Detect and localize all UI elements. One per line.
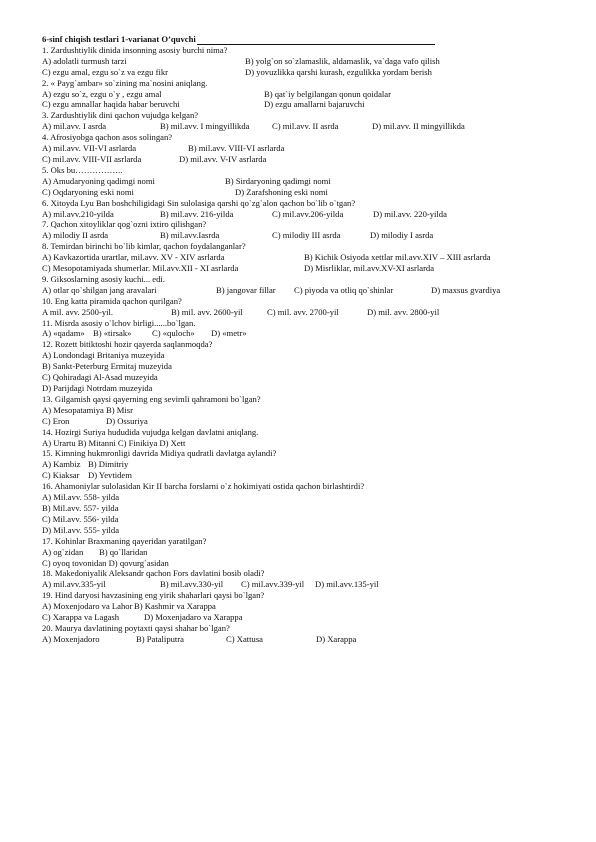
answer-option: B) Kashmir va Xarappa [134, 601, 216, 612]
answer-option: C) «quloch» [152, 328, 195, 339]
text-line [42, 623, 572, 634]
answer-option: C) piyoda va otliq qo`shinlar [294, 284, 394, 295]
document-title: 6-sinf chiqish testlari 1-varianat O’quvchi [42, 34, 196, 44]
answer-option: C) mil.avv. VIII-VII asrlarda [42, 153, 142, 164]
text-line [42, 470, 572, 481]
text-line [42, 176, 572, 187]
answer-option: B) mil. avv. 2600-yil [171, 306, 243, 317]
text-line [42, 296, 572, 307]
text-line [42, 198, 572, 209]
text-line [42, 612, 572, 623]
answer-option: D) milodiy I asrda [370, 230, 434, 241]
answer-option: D) mil.avv. II mingyillikda [372, 121, 465, 132]
answer-option: A) ezgu so`z, ezgu o`y , ezgu amal [42, 88, 162, 99]
line-text: 9. Giksoslarning asosiy kuchi... edi. [42, 273, 165, 284]
line-text: 3. Zardushtiylik dini qachon vujudga kelgan? [42, 110, 199, 121]
answer-option: D) yovuzlikka qarshi kurash, ezgulikka yordam berish [245, 66, 432, 77]
answer-option: A) mil.avv. VII-VI asrlarda [42, 143, 137, 154]
text-line [42, 503, 572, 514]
line-text: 2. « Payg`ambar» so`zining ma`nosini aniqlang. [42, 77, 208, 88]
text-line [42, 252, 572, 263]
text-line [42, 558, 572, 569]
line-text: 18. Makedoniyalik Aleksandr qachon Fors davlatini bosib oladi? [42, 568, 265, 579]
answer-option: D) maxsus gvardiya [431, 284, 501, 295]
answer-option: A) otlar qo`shilgan jang aravalari [42, 284, 157, 295]
text-line [42, 459, 572, 470]
text-line [42, 67, 572, 78]
answer-option: C) mil. avv. 2700-yil [267, 306, 339, 317]
text-line [42, 372, 572, 383]
answer-option: A) Moxenjadoro [42, 633, 100, 644]
text-line [42, 165, 572, 176]
text-line [42, 230, 572, 241]
text-line [42, 350, 572, 361]
answer-option: A) mil.avv. I asrda [42, 121, 107, 132]
answer-option: C) ezgu amal, ezgu so`z va ezgu fikr [42, 66, 168, 77]
text-line [42, 307, 572, 318]
answer-option: A) milodiy II asrda [42, 230, 109, 241]
answer-option: B) mil.avv. VIII-VI asrlarda [188, 143, 285, 154]
answer-option: B) jangovar fillar [216, 284, 276, 295]
answer-option: B) qat`iy belgilangan qonun qoidalar [264, 88, 391, 99]
answer-option: A mil. avv. 2500-yil. [42, 306, 114, 317]
answer-option: C) Kiaksar [42, 470, 80, 481]
answer-option: B) Kichik Osiyoda xettlar mil.avv.XIV – XIII asrlarda [304, 252, 491, 263]
line-text: 5. Oks bu…………….. [42, 164, 123, 175]
line-text: C) oyoq tovonidan D) qovurg`asidan [42, 557, 169, 568]
text-line [42, 209, 572, 220]
line-text: D) Parijdagi Notrdam muzeyida [42, 383, 153, 393]
line-text: 19. Hind daryosi havzasining eng yirik shaharlari qaysi bo`lgan? [42, 590, 265, 601]
answer-option: A) mil.avv.335-yil [42, 579, 106, 590]
answer-option: C) mil.avv.206-yilda [272, 208, 344, 219]
answer-option: A) Kambiz [42, 459, 81, 470]
text-line [42, 579, 572, 590]
line-text: 10. Eng katta piramida qachon qurilgan? [42, 295, 182, 306]
text-line [42, 568, 572, 579]
answer-option: D) mil.avv.135-yil [315, 579, 379, 590]
line-text: A) Mesopatamiya B) Misr [42, 404, 133, 415]
text-line [42, 634, 572, 645]
line-text: 12. Rozett bitiktoshi hozir qayerda saqlanmoqda? [42, 339, 213, 350]
text-line [42, 154, 572, 165]
question-list [42, 45, 572, 645]
text-line [42, 427, 572, 438]
text-line [42, 405, 572, 416]
answer-option: D) «metr» [211, 328, 247, 339]
text-line [42, 514, 572, 525]
answer-option: D) mil.avv. 220-yilda [373, 208, 447, 219]
answer-option: A) mil.avv.210-yilda [42, 208, 114, 219]
text-line [42, 121, 572, 132]
text-line [42, 525, 572, 536]
text-line [42, 132, 572, 143]
text-line [42, 78, 572, 89]
text-line [42, 263, 572, 274]
answer-option: C) ezgu amnallar haqida habar beruvchi [42, 99, 180, 110]
text-line [42, 45, 572, 56]
line-text: A) Londondagi Britaniya muzeyida [42, 350, 165, 361]
text-line [42, 99, 572, 110]
text-line [42, 481, 572, 492]
text-line [42, 318, 572, 329]
text-line [42, 438, 572, 449]
answer-option: B) mil.avv. 216-yilda [160, 208, 234, 219]
text-line [42, 56, 572, 67]
answer-option: B) Pataliputra [136, 633, 184, 644]
line-text: 8. Temirdan birinchi bo`lib kimlar, qachon foydalanganlar? [42, 241, 246, 252]
line-text: 1. Zardushtiylik dinida insonning asosiy burchi nima? [42, 44, 228, 55]
answer-option: A) «qadam» [42, 328, 85, 339]
text-line [42, 339, 572, 350]
text-line [42, 536, 572, 547]
text-line [42, 143, 572, 154]
answer-option: C) Eron [42, 415, 70, 426]
line-text: 7. Qachon xitoyliklar qog`ozni ixtiro qilishgan? [42, 219, 207, 230]
answer-option: B) mil.avv.330-yil [160, 579, 224, 590]
text-line [42, 601, 572, 612]
line-text: 14. Hozirgi Suriya hududida vujudga kelgan davlatni aniqlang. [42, 426, 259, 437]
answer-option: A) Kavkazortida urartlar, mil.avv. XV - XIV asrlarda [42, 252, 225, 263]
answer-option: B) mil.avv. I mingyillikda [160, 121, 250, 132]
answer-option: A) adolatli turmush tarzi [42, 55, 127, 66]
line-text: 20. Maurya davlatining poytaxti qaysi shahar bo`lgan? [42, 622, 230, 633]
answer-option: D) Ossuriya [106, 415, 148, 426]
answer-option: A) og`zidan [42, 546, 84, 557]
answer-option: D) ezgu amallarni bajaruvchi [264, 99, 365, 110]
text-line [42, 492, 572, 503]
line-text: 11. Misrda asosiy o`lchov birligi......bo`lgan. [42, 317, 196, 328]
line-text: B) Sankt-Peterburg Ermitaj muzeyida [42, 361, 172, 372]
line-text: 16. Ahamoniylar sulolasidan Kir II barcha forslarni o`z hokimiyati ostida qachon birlashtirdi? [42, 481, 365, 492]
answer-option: B) Sirdaryoning qadimgi nomi [225, 175, 331, 186]
answer-option: D) Misrliklar, mil.avv.XV-XI asrlarda [304, 263, 435, 274]
line-text: B) Mil.avv. 557- yilda [42, 502, 119, 513]
answer-option: D) Moxenjadaro va Xarappa [144, 612, 243, 623]
test-document [42, 34, 572, 645]
answer-option: C) Xarappa va Lagash [42, 612, 120, 623]
text-line [42, 361, 572, 372]
text-line [42, 241, 572, 252]
line-text: 17. Kohinlar Braxmaning qayeridan yaratilgan? [42, 535, 207, 546]
text-line [42, 383, 572, 394]
answer-option: D) Yevtidem [88, 470, 132, 481]
answer-option: C) Mesopotamiyada shumerlar. Mil.avv.XII - XI asrlarda [42, 263, 239, 274]
answer-option: D) Xarappa [316, 633, 357, 644]
answer-option: D) mil. avv. 2800-yil [367, 306, 440, 317]
line-text: C) Mil.avv. 556- yilda [42, 513, 119, 524]
answer-option: A) Moxenjodaro va Lahor [42, 601, 133, 612]
text-line [42, 187, 572, 198]
text-line [42, 394, 572, 405]
answer-option: D) mil.avv. V-IV asrlarda [179, 153, 267, 164]
line-text: C) Qohiradagi Al-Asad muzeyida [42, 372, 158, 383]
header-row [42, 34, 572, 45]
line-text: 13. Gilgamish qaysi qayerning eng sevimli qahramoni bo`lgan? [42, 393, 261, 404]
line-text: 15. Kimning hukmronligi davrida Midiya qudratli davlatga aylandi? [42, 448, 277, 459]
answer-option: B) yolg`on so`zlamaslik, aldamaslik, va`daga vafo qilish [245, 55, 440, 66]
text-line [42, 219, 572, 230]
line-text: A) Mil.avv. 558- yilda [42, 492, 120, 503]
text-line [42, 328, 572, 339]
text-line [42, 285, 572, 296]
text-line [42, 110, 572, 121]
text-line [42, 590, 572, 601]
line-text: A) Urartu B) Mitanni C) Finikiya D) Xett [42, 437, 186, 448]
answer-option: C) mil.avv.339-yil [241, 579, 305, 590]
line-text: 6. Xitoyda Lyu Ban boshchiligidagi Sin sulolasiga qarshi qo`zg`alon qachon bo`lib o`tgan? [42, 197, 356, 208]
name-blank-line [197, 35, 435, 45]
answer-option: C) Xattusa [226, 633, 263, 644]
answer-option: C) milodiy III asrda [272, 230, 341, 241]
text-line [42, 89, 572, 100]
text-line [42, 547, 572, 558]
line-text: D) Mil.avv. 555- yilda [42, 524, 120, 535]
text-line [42, 416, 572, 427]
answer-option: A) Amudaryoning qadimgi nomi [42, 175, 155, 186]
text-line [42, 448, 572, 459]
answer-option: C) mil.avv. II asrda [272, 121, 339, 132]
answer-option: C) Oqdaryoning eski nomi [42, 186, 134, 197]
answer-option: D) Zarafshoning eski nomi [235, 186, 328, 197]
text-line [42, 274, 572, 285]
line-text: 4. Afrosiyobga qachon asos solingan? [42, 132, 173, 143]
answer-option: B) Dimitriy [88, 459, 129, 470]
answer-option: B) qo`llaridan [99, 546, 148, 557]
answer-option: B) mil.avv.Iasrda [160, 230, 220, 241]
answer-option: B) «tirsak» [93, 328, 132, 339]
